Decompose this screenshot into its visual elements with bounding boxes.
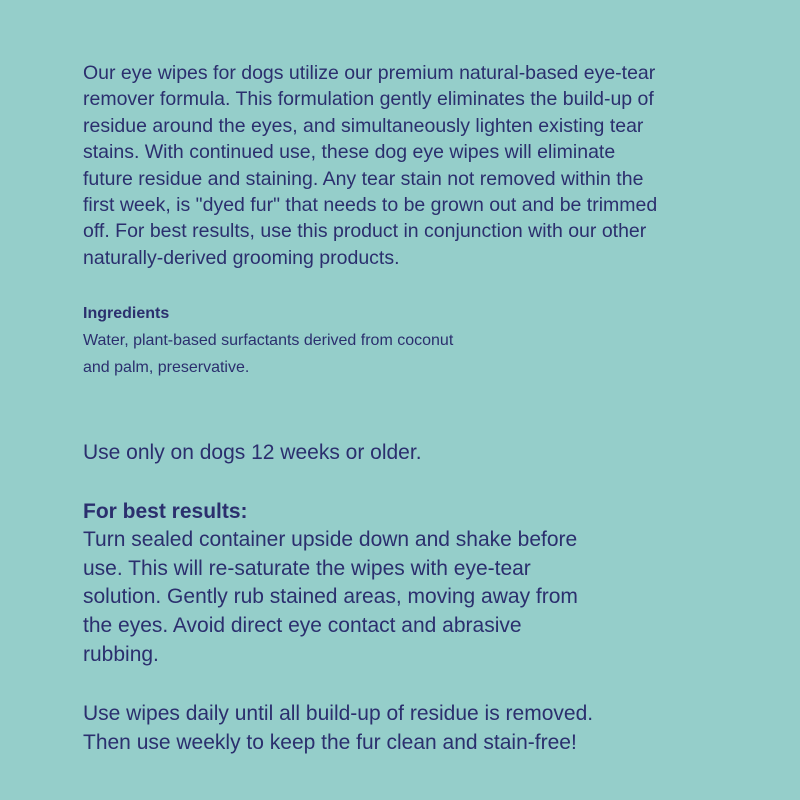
intro-line: first week, is "dyed fur" that needs to be grown out and be trimmed xyxy=(83,194,658,217)
best-results-line: solution. Gently rub stained areas, moving away from xyxy=(83,585,578,609)
ingredients-section xyxy=(83,301,743,381)
intro-paragraph xyxy=(83,60,743,271)
best-results-line: Turn sealed container upside down and shake before xyxy=(83,528,578,552)
best-results-heading: For best results: xyxy=(83,500,248,524)
best-results-line: rubbing. xyxy=(83,642,159,666)
intro-line: off. For best results, use this product in conjunction with our other xyxy=(83,220,647,243)
usage-line: Use wipes daily until all build-up of residue is removed. xyxy=(83,702,594,726)
ingredients-heading: Ingredients xyxy=(83,305,170,323)
age-note: Use only on dogs 12 weeks or older. xyxy=(83,441,422,465)
usage-line: Then use weekly to keep the fur clean and stain-free! xyxy=(83,730,577,754)
intro-line: future residue and staining. Any tear stain not removed within the xyxy=(83,167,644,190)
product-description-page xyxy=(83,60,743,757)
best-results-line: use. This will re-saturate the wipes with eye-tear xyxy=(83,556,531,580)
intro-line: remover formula. This formulation gently eliminates the build-up of xyxy=(83,88,654,111)
intro-line: naturally-derived grooming products. xyxy=(83,246,400,269)
intro-line: residue around the eyes, and simultaneously lighten existing tear xyxy=(83,114,644,137)
best-results-section xyxy=(83,498,743,669)
ingredients-line: and palm, preservative. xyxy=(83,359,250,377)
ingredients-line: Water, plant-based surfactants derived from coconut xyxy=(83,332,454,350)
intro-line: Our eye wipes for dogs utilize our premium natural-based eye-tear xyxy=(83,62,656,84)
usage-section xyxy=(83,700,743,757)
best-results-line: the eyes. Avoid direct eye contact and abrasive xyxy=(83,614,522,638)
intro-line: stains. With continued use, these dog eye wipes will eliminate xyxy=(83,141,616,164)
